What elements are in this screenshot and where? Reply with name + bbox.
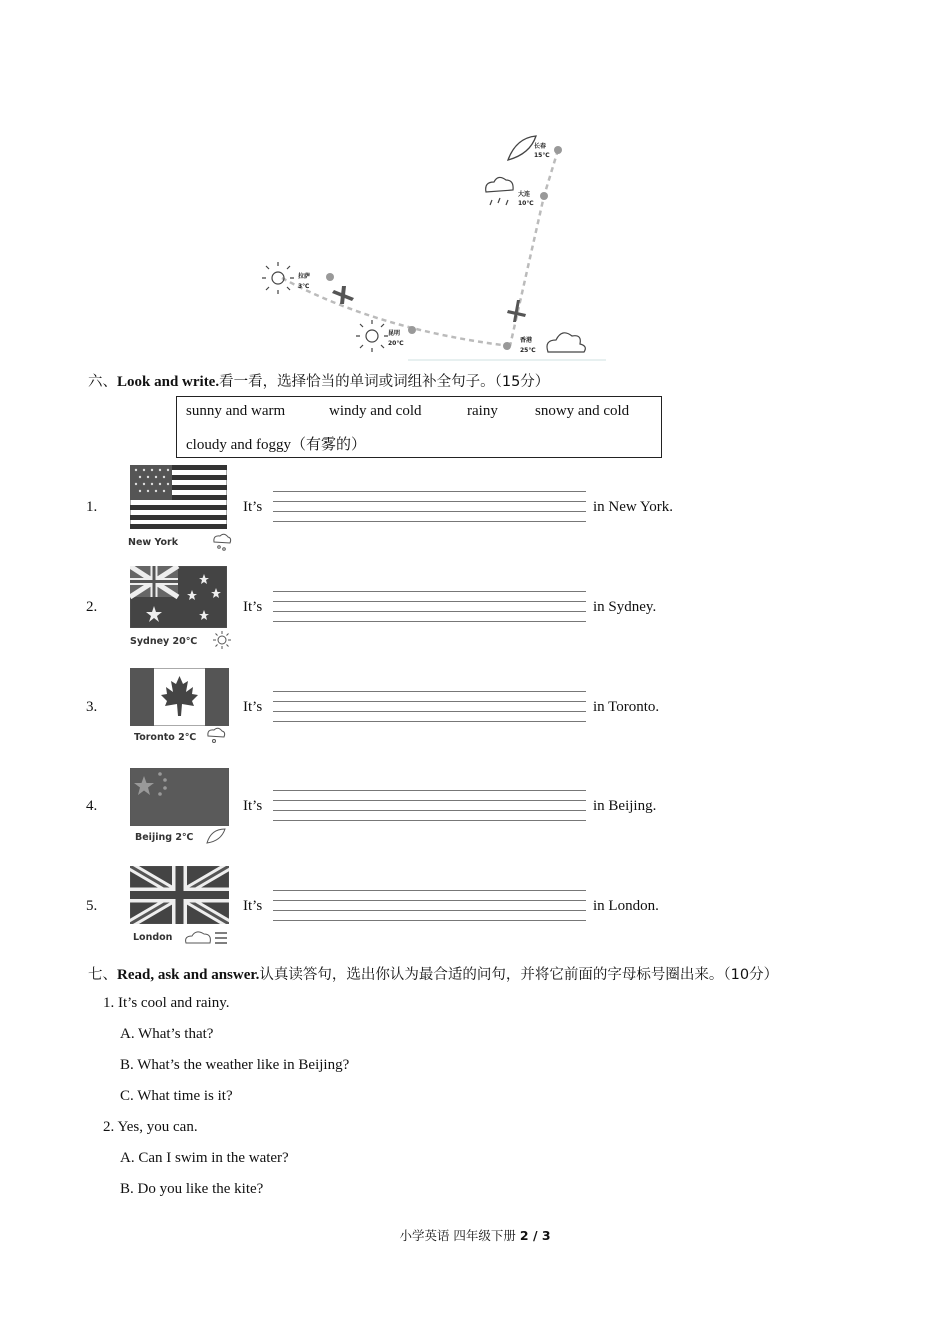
sentence-tail: in London. bbox=[593, 898, 659, 914]
option-b[interactable]: B. Do you like the kite? bbox=[120, 1181, 264, 1197]
svg-text:20℃: 20℃ bbox=[388, 340, 404, 347]
svg-text:昆明: 昆明 bbox=[388, 330, 401, 337]
word-option: windy and cold bbox=[329, 403, 422, 419]
section-prefix: 七、 bbox=[88, 967, 117, 983]
item-number: 2. bbox=[86, 599, 98, 615]
sentence-tail: in Sydney. bbox=[593, 599, 657, 615]
uk-flag-image bbox=[130, 866, 229, 924]
section-title-cn: 看一看，选择恰当的单词或词组补全句子。（15分） bbox=[219, 374, 550, 390]
sentence-tail: in Toronto. bbox=[593, 699, 660, 715]
snow-icon bbox=[212, 532, 232, 557]
word-option: snowy and cold bbox=[535, 403, 630, 419]
option-a[interactable]: A. What’s that? bbox=[120, 1026, 214, 1042]
sentence-tail: in New York. bbox=[593, 499, 674, 515]
city-dot bbox=[408, 326, 416, 334]
word-option: sunny and warm bbox=[186, 403, 286, 419]
item-number: 5. bbox=[86, 898, 98, 914]
word-option: rainy bbox=[467, 403, 498, 419]
svg-text:15℃: 15℃ bbox=[534, 152, 550, 159]
section-title-en: Look and write. bbox=[117, 374, 220, 390]
answer-lines[interactable] bbox=[273, 591, 586, 625]
cloud-icon bbox=[547, 333, 585, 352]
canada-flag-image bbox=[130, 668, 229, 726]
city-dot bbox=[503, 342, 511, 350]
map-svg bbox=[258, 130, 610, 362]
svg-text:10℃: 10℃ bbox=[518, 200, 534, 207]
word-bank bbox=[176, 396, 662, 458]
question-stem: 1. It’s cool and rainy. bbox=[103, 995, 230, 1011]
cloud-fog-icon bbox=[184, 926, 230, 951]
its-label: It’s bbox=[243, 699, 263, 715]
weather-route-map bbox=[258, 130, 610, 362]
page-number: 2 / 3 bbox=[519, 1228, 551, 1243]
svg-text:25℃: 25℃ bbox=[520, 347, 536, 354]
its-label: It’s bbox=[243, 898, 263, 914]
city-label: Toronto 2℃ bbox=[134, 732, 197, 743]
section-title-cn: 认真读答句，选出你认为最合适的问句，并将它前面的字母标号圈出来。（10分） bbox=[259, 967, 779, 983]
its-label: It’s bbox=[243, 499, 263, 515]
city-dot bbox=[326, 273, 334, 281]
item-number: 4. bbox=[86, 798, 98, 814]
answer-lines[interactable] bbox=[273, 890, 586, 924]
city-label: Beijing 2℃ bbox=[135, 832, 194, 843]
answer-lines[interactable] bbox=[273, 691, 586, 725]
svg-text:大连: 大连 bbox=[518, 191, 531, 198]
section-6-title bbox=[88, 370, 549, 391]
city-dot bbox=[554, 146, 562, 154]
section-prefix: 六、 bbox=[88, 374, 117, 390]
question-stem: 2. Yes, you can. bbox=[103, 1119, 198, 1135]
svg-text:香港: 香港 bbox=[520, 337, 533, 344]
section-title-en: Read, ask and answer. bbox=[117, 967, 260, 983]
airplane-icon bbox=[507, 300, 526, 322]
option-b[interactable]: B. What’s the weather like in Beijing? bbox=[120, 1057, 350, 1073]
its-label: It’s bbox=[243, 798, 263, 814]
its-label: It’s bbox=[243, 599, 263, 615]
svg-text:3℃: 3℃ bbox=[298, 283, 310, 290]
page-footer bbox=[0, 1226, 950, 1244]
answer-lines[interactable] bbox=[273, 491, 586, 525]
sun-icon bbox=[262, 262, 294, 294]
city-dot bbox=[540, 192, 548, 200]
svg-text:拉萨: 拉萨 bbox=[298, 273, 311, 280]
snow-icon bbox=[206, 726, 226, 751]
sentence-tail: in Beijing. bbox=[593, 798, 657, 814]
china-flag-image bbox=[130, 768, 229, 826]
answer-lines[interactable] bbox=[273, 790, 586, 824]
wind-icon bbox=[205, 827, 227, 850]
rain-icon bbox=[486, 177, 513, 205]
option-c[interactable]: C. What time is it? bbox=[120, 1088, 233, 1104]
section-7-title bbox=[88, 963, 778, 984]
option-a[interactable]: A. Can I swim in the water? bbox=[120, 1150, 289, 1166]
sun-icon bbox=[356, 320, 388, 352]
svg-text:长春: 长春 bbox=[534, 143, 547, 150]
sun-icon bbox=[212, 630, 232, 655]
word-option: cloudy and foggy（有雾的） bbox=[186, 437, 366, 453]
item-number: 3. bbox=[86, 699, 98, 715]
item-number: 1. bbox=[86, 499, 98, 515]
city-label: London bbox=[133, 932, 173, 943]
footer-text: 小学英语 四年级下册 bbox=[399, 1228, 520, 1243]
city-label: Sydney 20℃ bbox=[130, 636, 198, 647]
usa-flag-image bbox=[130, 465, 227, 529]
australia-flag-image bbox=[130, 566, 227, 628]
city-label: New York bbox=[128, 537, 179, 548]
airplane-icon bbox=[332, 286, 354, 304]
wind-icon bbox=[508, 136, 536, 160]
